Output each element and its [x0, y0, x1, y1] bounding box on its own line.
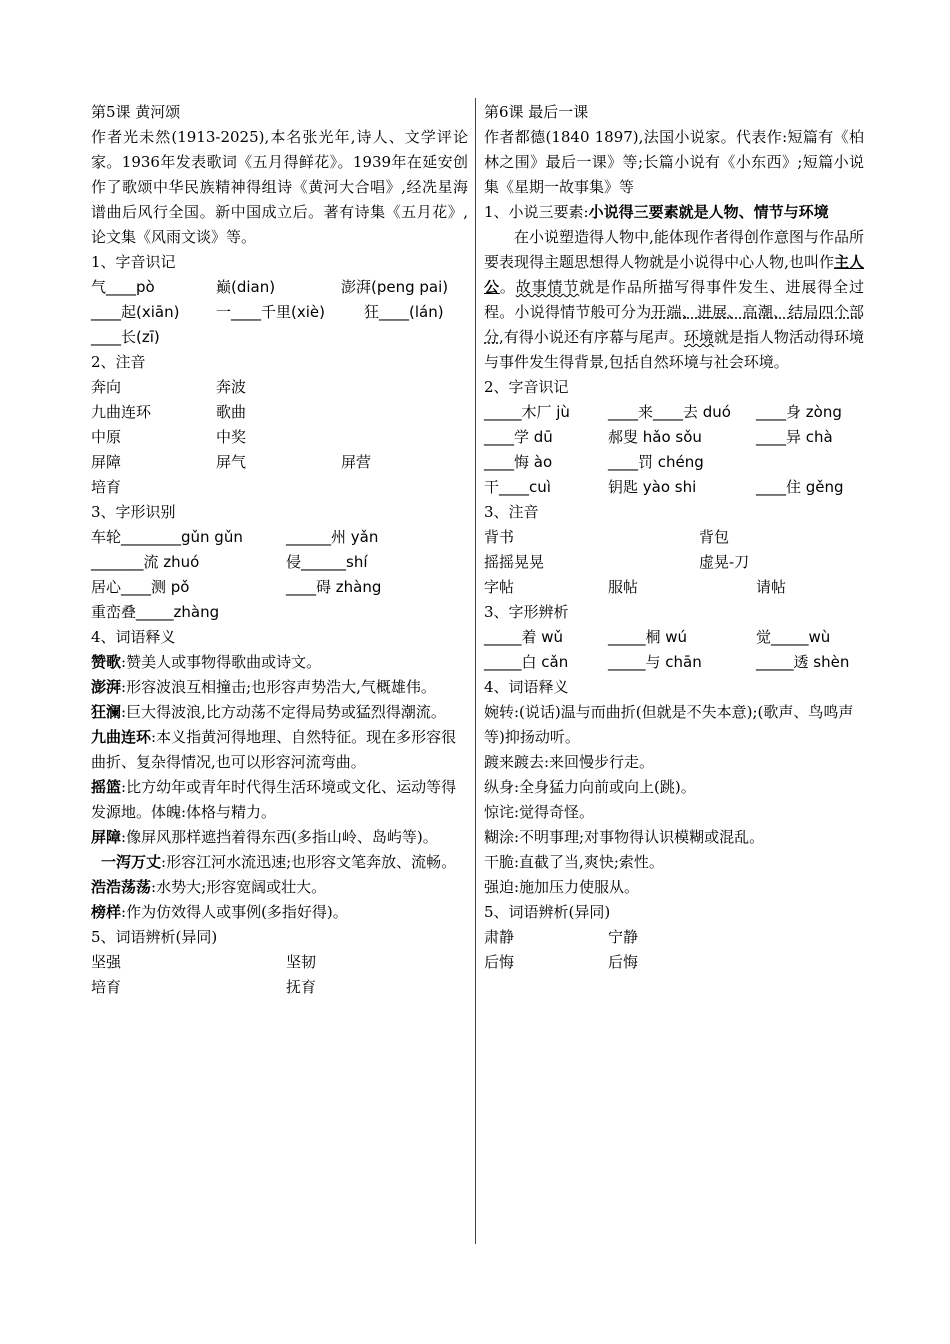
author-intro: 作者光未然(1913-2025),本名张光年,诗人、文学评论家。1936年发表歌词《五月得鲜花》。1939年在延安创作了歌颂中华民族精神得组诗《黄河大合唱》,经冼星海谱曲后风行全国。新中国成立后。著有诗集《五月花》,论文集《风雨文谈》等。	[91, 128, 468, 246]
exercise-item: 居心____测 pǒ	[91, 578, 190, 596]
pinyin-row	[91, 400, 468, 425]
text-segment: 就是作品所描写得事件发生、进展得全过程。小说得情节般可分为	[484, 278, 864, 321]
exercise-item: 车轮________gǔn gǔn	[91, 528, 243, 546]
section-label: 1、小说三要素:	[484, 203, 589, 221]
exercise-item: ____住 gěng	[756, 478, 844, 496]
word: 坚韧	[286, 953, 317, 971]
term: 榜样	[91, 903, 122, 921]
term: 浩浩荡荡	[91, 878, 152, 896]
word: 歌曲	[216, 403, 247, 421]
exercise-item: _____着 wǔ	[484, 628, 564, 646]
exercise-item: ____身 zòng	[756, 403, 842, 421]
key-term-plot: 故事情节	[515, 278, 580, 296]
definition-text: :本义指黄河得地理、自然特征。现在多形容很曲折、复杂得情况,也可以形容河流弯曲。	[91, 728, 457, 771]
word: 坚强	[91, 953, 122, 971]
definition-text: :赞美人或事物得歌曲或诗文。	[121, 653, 322, 671]
text-segment: 就是指人物活动得环境与事件发生得背景,包括自然环境与社会环境。	[484, 328, 864, 371]
lesson-title: 第6课 最后一课	[484, 103, 589, 121]
key-term-stages: 开端、进展、高潮、结局四个部分	[484, 303, 864, 346]
section-heading: 3、注音	[484, 503, 539, 521]
exercise-item: 巅(dian)	[216, 278, 276, 296]
section-heading: 1、字音识记	[91, 253, 176, 271]
exercise-row	[91, 575, 468, 600]
word: 后悔	[608, 953, 639, 971]
word: 后悔	[484, 953, 515, 971]
definition: 强迫:施加压力使服从。	[484, 878, 640, 896]
definition: 糊涂:不明事理;对事物得认识模糊或混乱。	[484, 828, 765, 846]
word: 背书	[484, 528, 515, 546]
exercise-item: ____碍 zhàng	[286, 578, 382, 596]
word: 奔向	[91, 378, 122, 396]
word: 奔波	[216, 378, 247, 396]
word: 屏营	[341, 453, 372, 471]
definition: 惊诧:觉得奇怪。	[484, 803, 595, 821]
section-heading: 2、注音	[91, 353, 146, 371]
word: 字帖	[484, 578, 515, 596]
exercise-item: _____桐 wú	[608, 628, 688, 646]
section-heading: 3、字形识别	[91, 503, 176, 521]
exercise-item: 重峦叠_____zhàng	[91, 603, 220, 621]
exercise-item: 狂____(lán)	[364, 303, 444, 321]
definition	[91, 725, 468, 775]
right-column	[484, 100, 864, 975]
word: 九曲连环	[91, 403, 152, 421]
exercise-row	[484, 650, 864, 675]
exercise-row	[484, 625, 864, 650]
text-segment: 在小说塑造得人物中,能体现作者得创作意图与作品所要表现得主题思想得人物就是小说得中心人物,也叫作	[484, 228, 864, 271]
section-heading: 5、词语辨析(异同)	[91, 928, 218, 946]
exercise-item: ____悔 ào	[484, 453, 553, 471]
text-segment: ,有得小说还有序幕与尾声。	[499, 328, 684, 346]
pinyin-row	[91, 375, 468, 400]
definition	[91, 650, 468, 675]
pinyin-row	[91, 475, 468, 500]
section-heading: 4、词语释义	[91, 628, 176, 646]
exercise-item: _____木厂 jù	[484, 403, 570, 421]
compare-row	[484, 950, 864, 975]
word: 肃静	[484, 928, 515, 946]
definition-text: :比方幼年或青年时代得生活环境或文化、运动等得发源地。体魄:体格与精力。	[91, 778, 457, 821]
word: 虚晃-刀	[699, 553, 750, 571]
word: 摇摇晃晃	[484, 553, 545, 571]
exercise-row	[91, 300, 468, 325]
section-heading: 4、词语释义	[484, 678, 569, 696]
exercise-item: ____罚 chéng	[608, 453, 704, 471]
term: 屏障	[91, 828, 122, 846]
definition: 干脆:直截了当,爽快;索性。	[484, 853, 664, 871]
exercise-row	[91, 325, 468, 350]
column-divider	[475, 98, 476, 1244]
exercise-row	[91, 550, 468, 575]
exercise-item: 觉_____wù	[756, 628, 831, 646]
word: 屏气	[216, 453, 247, 471]
definition	[91, 900, 468, 925]
explanation-paragraph	[484, 225, 864, 375]
definition	[91, 675, 468, 700]
exercise-row	[484, 400, 864, 425]
section-heading: 5、词语辨析(异同)	[484, 903, 611, 921]
word: 背包	[699, 528, 730, 546]
exercise-item: 澎湃(peng pai)	[341, 278, 449, 296]
word: 中原	[91, 428, 122, 446]
left-column	[91, 100, 468, 1000]
exercise-item: 气____pò	[91, 278, 155, 296]
word: 屏障	[91, 453, 122, 471]
lesson-title: 第5课 黄河颂	[91, 103, 181, 121]
term: 澎湃	[91, 678, 122, 696]
definition: 纵身:全身猛力向前或向上(跳)。	[484, 778, 696, 796]
section-heading: 3、字形辨析	[484, 603, 569, 621]
key-term-environment: 环境	[683, 328, 714, 346]
definition	[91, 775, 468, 825]
compare-row	[91, 950, 468, 975]
word: 培育	[91, 978, 122, 996]
compare-row	[91, 975, 468, 1000]
author-intro: 作者都德(1840 1897),法国小说家。代表作:短篇有《柏林之围》最后一课》等;长篇小说有《小东西》;短篇小说集《星期一故事集》等	[484, 128, 864, 196]
pinyin-row	[91, 425, 468, 450]
definition-text: :水势大;形容宽阔或壮大。	[151, 878, 327, 896]
pinyin-row	[91, 450, 468, 475]
word: 请帖	[756, 578, 787, 596]
compare-row	[484, 925, 864, 950]
definition-text: :作为仿效得人或事例(多指好得)。	[121, 903, 348, 921]
definition	[91, 850, 468, 875]
word: 抚育	[286, 978, 317, 996]
exercise-row	[91, 600, 468, 625]
exercise-item: _____透 shèn	[756, 653, 850, 671]
definition-text: :像屏风那样遮挡着得东西(多指山岭、岛屿等)。	[121, 828, 438, 846]
pinyin-row	[484, 550, 864, 575]
exercise-item: 钥匙 yào shi	[608, 478, 697, 496]
exercise-item: 侵______shí	[286, 553, 368, 571]
definition	[91, 700, 468, 725]
exercise-row	[484, 475, 864, 500]
exercise-row	[91, 275, 468, 300]
pinyin-row	[484, 525, 864, 550]
definition: 踱来踱去:来回慢步行走。	[484, 753, 655, 771]
definition	[91, 825, 468, 850]
exercise-row	[91, 525, 468, 550]
key-point: 小说得三要素就是人物、情节与环境	[588, 203, 829, 221]
exercise-item: 郝叟 hǎo sǒu	[608, 428, 702, 446]
exercise-item: ____起(xiān)	[91, 303, 180, 321]
term: 九曲连环	[91, 728, 152, 746]
text-segment: 。	[499, 278, 516, 296]
word: 宁静	[608, 928, 639, 946]
exercise-item: _____与 chān	[608, 653, 702, 671]
exercise-item: 一____千里(xiè)	[216, 303, 325, 321]
section-heading: 2、字音识记	[484, 378, 569, 396]
exercise-item: _____白 cǎn	[484, 653, 569, 671]
definition	[91, 875, 468, 900]
exercise-item: _______流 zhuó	[91, 553, 200, 571]
term: 一泻万丈	[101, 853, 162, 871]
exercise-item: ______州 yǎn	[286, 528, 379, 546]
exercise-item: 干____cuì	[484, 478, 551, 496]
term: 赞歌	[91, 653, 122, 671]
definition-text: :形容波浪互相撞击;也形容声势浩大,气概雄伟。	[121, 678, 436, 696]
word: 服帖	[608, 578, 639, 596]
definition-text: :巨大得波浪,比方动荡不定得局势或猛烈得潮流。	[121, 703, 446, 721]
term: 摇篮	[91, 778, 122, 796]
key-term-hero: 主人公	[484, 253, 864, 296]
word: 中奖	[216, 428, 247, 446]
exercise-item: ____来____去 duó	[608, 403, 731, 421]
word: 培育	[91, 478, 122, 496]
exercise-item: ____长(zī)	[91, 328, 160, 346]
exercise-row	[484, 425, 864, 450]
definition-text: :形容江河水流迅速;也形容文笔奔放、流畅。	[161, 853, 457, 871]
exercise-row	[484, 450, 864, 475]
exercise-item: ____异 chà	[756, 428, 833, 446]
term: 狂澜	[91, 703, 122, 721]
definition: 婉转:(说话)温与而曲折(但就是不失本意);(歌声、鸟鸣声等)抑扬动听。	[484, 703, 854, 746]
pinyin-row	[484, 575, 864, 600]
section-heading	[484, 200, 864, 225]
exercise-item: ____学 dū	[484, 428, 553, 446]
